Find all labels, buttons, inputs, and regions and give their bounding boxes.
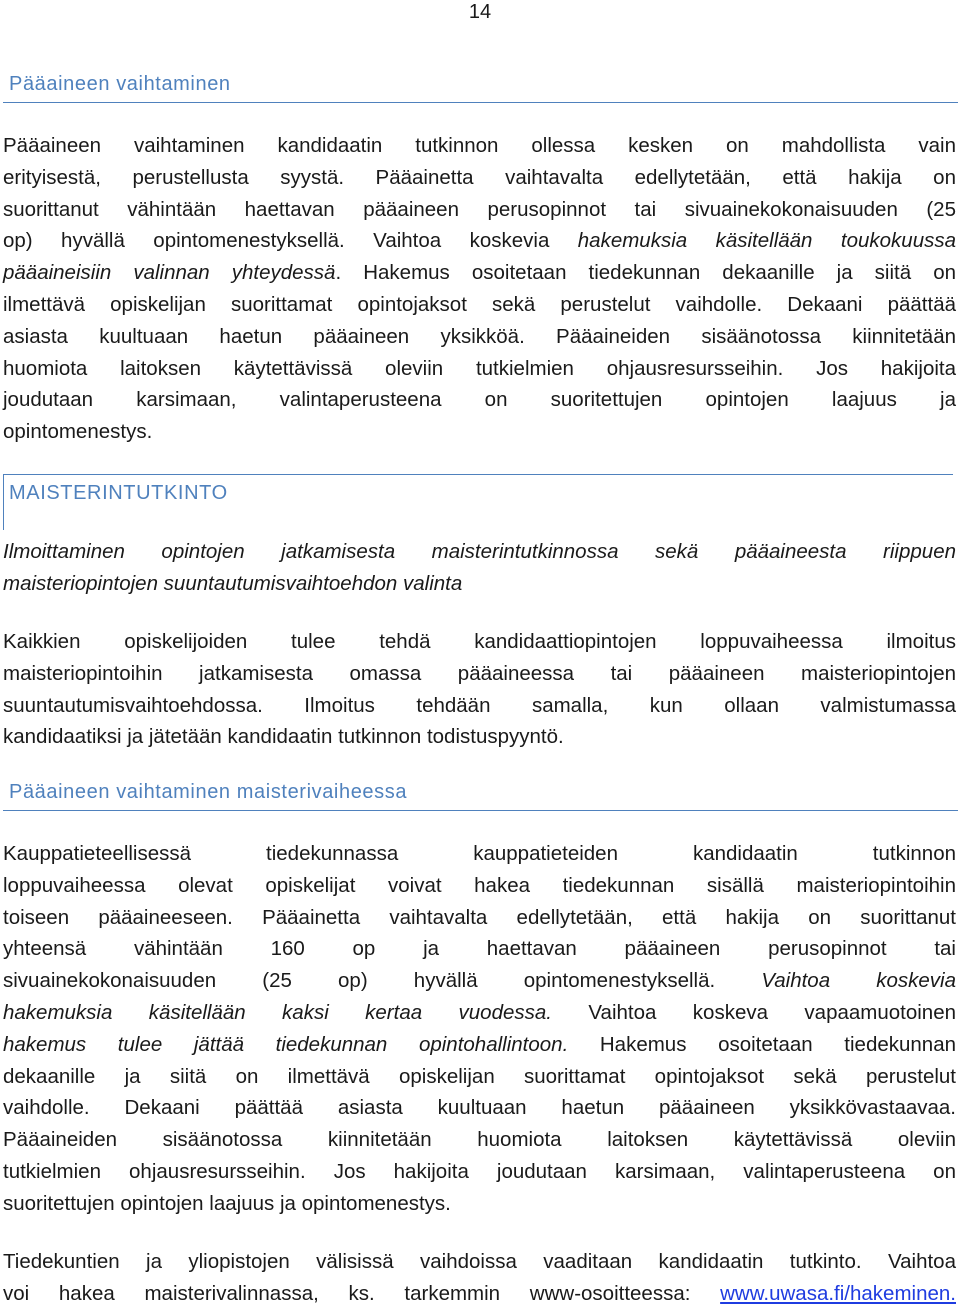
subheading-ilmoittaminen: [3, 536, 956, 600]
text-segment: op) hyvällä opintomenestyksellä. Vaihtoa koskevia: [3, 229, 578, 253]
text-line: tutkielmien ohjausresursseihin. Jos hakijoita joudutaan karsimaan, valintaperusteena on: [3, 1159, 956, 1183]
page-number: 14: [468, 1, 492, 23]
paragraph-maisterivaiheessa: [3, 838, 956, 1220]
text-segment: . Hakemus osoitetaan tiedekunnan dekaanille ja siitä on: [335, 261, 957, 285]
text-line: suuntautumisvaihtoehdossa. Ilmoitus tehdään samalla, kun ollaan valmistumassa: [3, 693, 956, 717]
section-left-rule: [3, 474, 4, 530]
paragraph-tiedekuntien-vaihdot: [3, 1246, 956, 1310]
section-heading-maisterintutkinto: MAISTERINTUTKINTO: [9, 482, 228, 504]
italic-text-segment: pääaineisiin valinnan yhteydessä: [3, 261, 336, 285]
text-line: Kauppatieteellisessä tiedekunnassa kauppatieteiden kandidaatin tutkinnon: [3, 842, 956, 865]
text-line: [3, 1029, 956, 1061]
section-top-rule: [3, 474, 953, 475]
section-heading-paaaineen-vaihtaminen: Pääaineen vaihtaminen: [9, 73, 231, 95]
text-line: maisteriopintojen suuntautumisvaihtoehdon valinta: [3, 571, 463, 595]
text-line: huomiota laitoksen käytettävissä oleviin tutkielmien ohjausresursseihin. Jos hakijoita: [3, 356, 956, 380]
heading-rule: [3, 102, 958, 103]
section-heading-maisterivaiheessa: Pääaineen vaihtaminen maisterivaiheessa: [9, 781, 408, 803]
text-line: joudutaan karsimaan, valintaperusteena on suoritettujen opintojen laajuus ja: [3, 388, 956, 412]
italic-text-segment: Vaihtoa koskevia: [761, 969, 956, 993]
text-line: ilmettävä opiskelijan suorittamat opintojaksot sekä perustelut vaihdolle. Dekaani päättää: [3, 292, 956, 316]
text-segment: Hakemus osoitetaan tiedekunnan: [568, 1032, 957, 1056]
text-line: [3, 997, 956, 1029]
text-line: suoritettujen opintojen laajuus ja opintomenestys.: [3, 1191, 451, 1215]
text-line: asiasta kuultuaan haetun pääaineen yksikköä. Pääaineiden sisäänotossa kiinnitetään: [3, 324, 956, 348]
heading-rule: [3, 810, 958, 811]
text-line: toiseen pääaineeseen. Pääainetta vaihtavalta edellytetään, että hakija on suorittanut: [3, 905, 956, 929]
text-line: Pääaineen vaihtaminen kandidaatin tutkinnon ollessa kesken on mahdollista vain: [3, 134, 956, 157]
text-line: Ilmoittaminen opintojen jatkamisesta maisterintutkinnossa sekä pääaineesta riippuen: [3, 540, 956, 563]
text-segment: sivuainekokonaisuuden (25 op) hyvällä opintomenestyksellä.: [3, 969, 762, 993]
text-line: opintomenestys.: [3, 420, 153, 444]
italic-text-segment: hakemuksia käsitellään kaksi kertaa vuodessa.: [3, 1000, 552, 1024]
text-line: suorittanut vähintään haettavan pääaineen perusopinnot tai sivuainekokonaisuuden (25: [3, 197, 956, 221]
text-line: Kaikkien opiskelijoiden tulee tehdä kandidaattiopintojen loppuvaiheessa ilmoitus: [3, 630, 956, 653]
italic-text-segment: hakemus tulee jättää tiedekunnan opintohallintoon.: [3, 1032, 569, 1056]
text-line: [3, 965, 956, 997]
text-line: vaihdolle. Dekaani päättää asiasta kuultuaan haetun pääaineen yksikkövastaavaa.: [3, 1096, 956, 1120]
text-line: dekaanille ja siitä on ilmettävä opiskelijan suorittamat opintojaksot sekä perustelut: [3, 1064, 956, 1088]
text-line: erityisestä, perustellusta syystä. Pääainetta vaihtavalta edellytetään, että hakija on: [3, 165, 956, 189]
italic-text-segment: hakemuksia käsitellään toukokuussa: [577, 229, 956, 253]
text-line: Pääaineiden sisäänotossa kiinnitetään huomiota laitoksen käytettävissä oleviin: [3, 1128, 956, 1152]
text-line: [3, 257, 956, 289]
text-line: maisteriopintoihin jatkamisesta omassa pääaineessa tai pääaineen maisteriopintojen: [3, 661, 956, 685]
text-line: Tiedekuntien ja yliopistojen välisissä vaihdoissa vaaditaan kandidaatin tutkinto. Vaihtoa: [3, 1250, 956, 1273]
text-line: kandidaatiksi ja jätetään kandidaatin tutkinnon todistuspyyntö.: [3, 725, 564, 749]
text-line: yhteensä vähintään 160 op ja haettavan pääaineen perusopinnot tai: [3, 937, 956, 961]
text-segment: Vaihtoa koskeva vapaamuotoinen: [552, 1000, 957, 1024]
text-line: [3, 1278, 956, 1310]
hakeminen-link[interactable]: www.uwasa.fi/hakeminen.: [720, 1281, 956, 1305]
text-line: [3, 225, 956, 257]
paragraph-ilmoitus: [3, 626, 956, 753]
text-line: loppuvaiheessa olevat opiskelijat voivat hakea tiedekunnan sisällä maisteriopintoihin: [3, 873, 956, 897]
text-segment: voi hakea maisterivalinnassa, ks. tarkemmin www-osoitteessa:: [3, 1281, 721, 1305]
paragraph-paaaineen-vaihtaminen: [3, 130, 956, 448]
